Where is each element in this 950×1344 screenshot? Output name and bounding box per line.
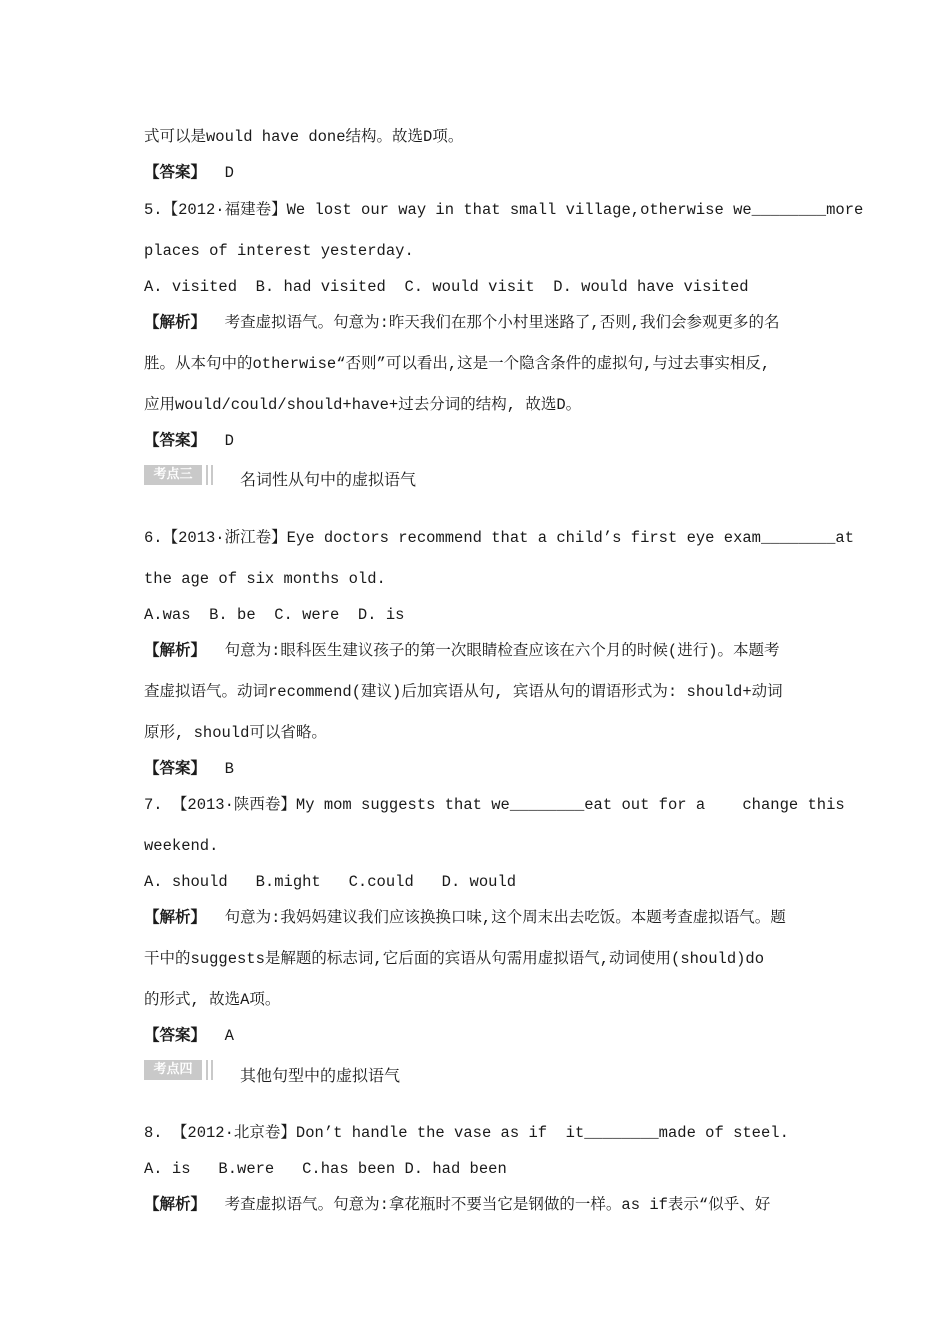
question-line: 6.【2013·浙江卷】Eye doctors recommend that a child’s first eye exam________at [144,529,855,547]
answer-value: D [224,164,234,182]
analysis-text: 句意为:我妈妈建议我们应该换换口味,这个周末出去吃饭。本题考查虚拟语气。题 [224,909,786,927]
section-badge [144,465,214,485]
analysis-label: 【解析】 [144,314,207,332]
analysis-line: 干中的suggests是解题的标志词,它后面的宾语从句需用虚拟语气,动词使用(should)do [144,950,765,968]
answer-value: B [224,760,234,778]
analysis-text: 考查虚拟语气。句意为:拿花瓶时不要当它是钢做的一样。as if表示“似乎、好 [224,1196,771,1214]
answer-label: 【答案】 [144,760,207,778]
analysis-label: 【解析】 [144,909,207,927]
answer-line [144,1026,234,1046]
question-line: 8. 【2012·北京卷】Don’t handle the vase as if it________made of steel. [144,1124,789,1142]
badge-bar [206,465,208,485]
options-line: A. should B.might C.could D. would [144,873,517,891]
answer-value: D [224,432,234,450]
options-line: A. visited B. had visited C. would visit D. would have visited [144,278,749,296]
section-title: 其他句型中的虚拟语气 [240,1066,401,1085]
options-line: A.was B. be C. were D. is [144,606,405,624]
text-line: 式可以是would have done结构。故选D项。 [144,128,464,146]
answer-value: A [224,1027,234,1045]
answer-line [144,759,234,779]
answer-line [144,163,234,183]
section-title: 名词性从句中的虚拟语气 [240,470,417,489]
question-line: the age of six months old. [144,570,386,588]
analysis-text: 考查虚拟语气。句意为:昨天我们在那个小村里迷路了,否则,我们会参观更多的名 [224,314,780,332]
answer-label: 【答案】 [144,1027,207,1045]
question-line: weekend. [144,837,219,855]
analysis-line [144,641,780,661]
analysis-line: 胜。从本句中的otherwise“否则”可以看出,这是一个隐含条件的虚拟句,与过去事实相反, [144,355,771,373]
answer-label: 【答案】 [144,432,207,450]
section-badge-label: 考点四 [144,1060,202,1080]
section-badge-label: 考点三 [144,465,202,485]
section-badge [144,1060,214,1080]
badge-bar [211,465,213,485]
analysis-line [144,313,780,333]
answer-label: 【答案】 [144,164,207,182]
question-line: places of interest yesterday. [144,242,414,260]
badge-bar [206,1060,208,1080]
question-line: 5.【2012·福建卷】We lost our way in that small village,otherwise we________more [144,201,864,219]
analysis-label: 【解析】 [144,1196,207,1214]
analysis-line [144,908,786,928]
analysis-line: 查虚拟语气。动词recommend(建议)后加宾语从句, 宾语从句的谓语形式为: should+动词 [144,683,783,701]
analysis-label: 【解析】 [144,642,207,660]
analysis-line [144,1195,770,1215]
analysis-line: 应用would/could/should+have+过去分词的结构, 故选D。 [144,396,582,414]
analysis-line: 的形式, 故选A项。 [144,991,281,1009]
analysis-line: 原形, should可以省略。 [144,724,327,742]
answer-line [144,431,234,451]
options-line: A. is B.were C.has been D. had been [144,1160,507,1178]
analysis-text: 句意为:眼科医生建议孩子的第一次眼睛检查应该在六个月的时候(进行)。本题考 [224,642,780,660]
badge-bar [211,1060,213,1080]
question-line: 7. 【2013·陕西卷】My mom suggests that we________eat out for a change this [144,796,845,814]
